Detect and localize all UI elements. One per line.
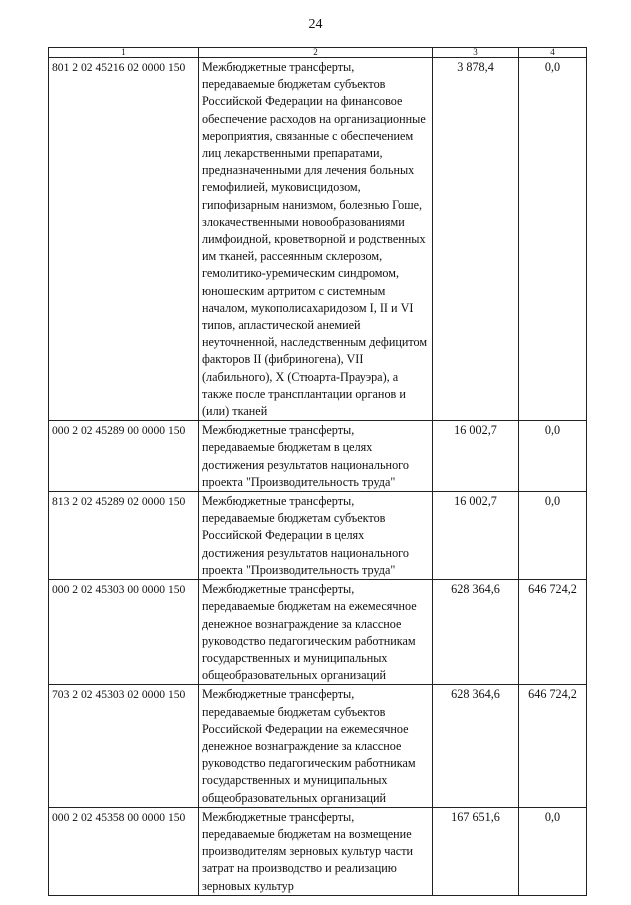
header-col-1: 1 xyxy=(49,48,199,58)
budget-code: 000 2 02 45358 00 0000 150 xyxy=(49,807,199,895)
budget-code: 703 2 02 45303 02 0000 150 xyxy=(49,685,199,807)
table-row xyxy=(49,421,587,492)
page-number: 24 xyxy=(308,17,323,32)
table-row xyxy=(49,685,587,807)
amount-col-4: 0,0 xyxy=(519,492,587,580)
amount-col-3: 628 364,6 xyxy=(433,580,519,685)
item-name: Межбюджетные трансферты, передаваемые бюджетам субъектов Российской Федерации на ежемесячное денежное вознаграждение за классное руководство педагогическим работникам государственных и муниципальных общеобразовательных организаций xyxy=(199,685,433,807)
item-name: Межбюджетные трансферты, передаваемые бюджетам субъектов Российской Федерации на финансовое обеспечение расходов на организационные мероприятия, связанные с обеспечением лиц лекарственными препаратами, предназначенными для лечения больных гемофилией, муковисцидозом, гипофизарным нанизмом, болезнью Гоше, злокачественными новообразованиями лимфоидной, кроветворной и родственных им тканей, рассеянным склерозом, гемолитико-уремическим синдромом, юношеским артритом с системным началом, мукополисахаридозом I, II и VI типов, апластической анемией неуточненной, наследственным дефицитом факторов II (фибриногена), VII (лабильного), X (Стюарта-Прауэра), а также после трансплантации органов и (или) тканей xyxy=(199,58,433,421)
table-row xyxy=(49,492,587,580)
header-col-4: 4 xyxy=(519,48,587,58)
budget-code: 813 2 02 45289 02 0000 150 xyxy=(49,492,199,580)
amount-col-4: 0,0 xyxy=(519,421,587,492)
header-col-2: 2 xyxy=(199,48,433,58)
table-row xyxy=(49,580,587,685)
amount-col-3: 16 002,7 xyxy=(433,421,519,492)
budget-code: 000 2 02 45289 00 0000 150 xyxy=(49,421,199,492)
item-name: Межбюджетные трансферты, передаваемые бюджетам на ежемесячное денежное вознаграждение за классное руководство педагогическим работникам государственных и муниципальных общеобразовательных организаций xyxy=(199,580,433,685)
item-name: Межбюджетные трансферты, передаваемые бюджетам субъектов Российской Федерации в целях достижения результатов национального проекта "Производительность труда" xyxy=(199,492,433,580)
amount-col-4: 646 724,2 xyxy=(519,685,587,807)
budget-code: 000 2 02 45303 00 0000 150 xyxy=(49,580,199,685)
amount-col-3: 628 364,6 xyxy=(433,685,519,807)
header-col-3: 3 xyxy=(433,48,519,58)
table-header-row xyxy=(49,48,587,58)
item-name: Межбюджетные трансферты, передаваемые бюджетам на возмещение производителям зерновых культур части затрат на производство и реализацию зерновых культур xyxy=(199,807,433,895)
amount-col-3: 16 002,7 xyxy=(433,492,519,580)
budget-table xyxy=(48,47,587,896)
table-row xyxy=(49,58,587,421)
amount-col-4: 0,0 xyxy=(519,58,587,421)
amount-col-3: 3 878,4 xyxy=(433,58,519,421)
item-name: Межбюджетные трансферты, передаваемые бюджетам в целях достижения результатов национального проекта "Производительность труда" xyxy=(199,421,433,492)
amount-col-3: 167 651,6 xyxy=(433,807,519,895)
table-row xyxy=(49,807,587,895)
amount-col-4: 0,0 xyxy=(519,807,587,895)
budget-code: 801 2 02 45216 02 0000 150 xyxy=(49,58,199,421)
amount-col-4: 646 724,2 xyxy=(519,580,587,685)
